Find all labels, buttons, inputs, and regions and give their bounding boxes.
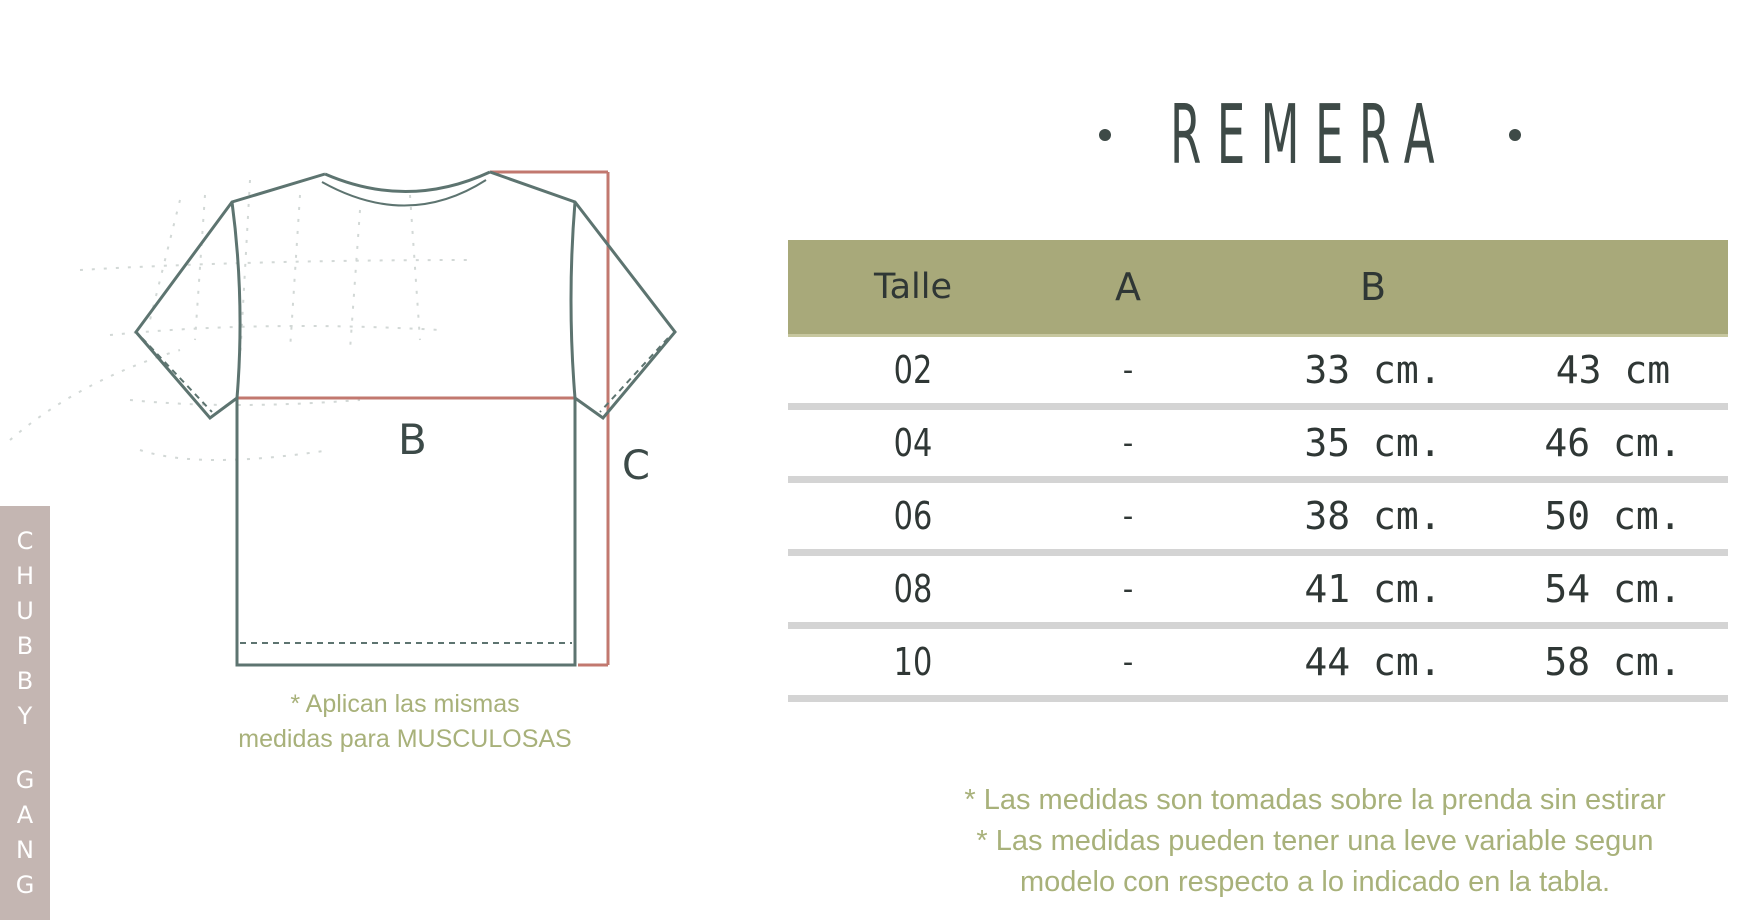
footnote-line: modelo con respecto a lo indicado en la tabla.: [1019, 866, 1611, 898]
header-talle: Talle: [873, 267, 952, 307]
cell-c: 43 cm: [1555, 348, 1671, 392]
table-row: [788, 483, 1728, 556]
measure-label-b: B: [398, 415, 427, 464]
measure-label-c: C: [622, 443, 650, 489]
title-bullet-icon: [1099, 129, 1111, 141]
cell-b: 41 cm.: [1304, 567, 1442, 611]
shirt-note: [200, 687, 610, 757]
cell-c: 54 cm.: [1544, 567, 1682, 611]
cell-talle: 08: [893, 567, 933, 611]
cell-a: -: [1118, 352, 1138, 388]
brand-letter: G: [15, 766, 35, 794]
cell-b: 44 cm.: [1304, 640, 1442, 684]
size-table: [788, 240, 1728, 702]
brand-letter: B: [16, 632, 34, 660]
cell-a: -: [1118, 644, 1138, 680]
cell-a: -: [1118, 498, 1138, 534]
header-c: [1528, 240, 1698, 334]
cell-a: -: [1118, 425, 1138, 461]
footnote-line: * Las medidas pueden tener una leve variable segun: [976, 825, 1654, 857]
cell-talle: 04: [893, 421, 933, 465]
header-b: B: [1359, 265, 1387, 309]
table-header: [788, 240, 1728, 337]
page-title: [1090, 80, 1530, 190]
cell-b: 38 cm.: [1304, 494, 1442, 538]
brand-letter: H: [15, 562, 35, 590]
table-row: [788, 337, 1728, 410]
brand-letter: N: [16, 836, 34, 864]
title-bullet-icon: [1509, 129, 1521, 141]
brand-letter: U: [16, 597, 34, 625]
footnotes: [880, 780, 1745, 903]
table-row: [788, 410, 1728, 483]
cell-talle: 10: [893, 640, 933, 684]
tshirt-diagram: [0, 150, 700, 680]
brand-letter: B: [16, 667, 34, 695]
shirt-note-line: * Aplican las mismas: [290, 690, 520, 718]
cell-c: 50 cm.: [1544, 494, 1682, 538]
cell-a: -: [1118, 571, 1138, 607]
cell-c: 58 cm.: [1544, 640, 1682, 684]
cell-b: 35 cm.: [1304, 421, 1442, 465]
brand-letter: A: [16, 801, 34, 829]
brand-letter: Y: [17, 702, 33, 730]
brand-letter: G: [15, 871, 35, 899]
page-title-text: REMERA: [1169, 87, 1451, 183]
cell-c: 46 cm.: [1544, 421, 1682, 465]
table-row: [788, 556, 1728, 629]
brand-letter: C: [16, 527, 34, 555]
header-a: A: [1115, 265, 1141, 309]
cell-talle: 06: [893, 494, 933, 538]
table-row: [788, 629, 1728, 702]
cell-b: 33 cm.: [1304, 348, 1442, 392]
footnote-line: * Las medidas son tomadas sobre la prenda sin estirar: [964, 784, 1666, 816]
shirt-note-line: medidas para MUSCULOSAS: [238, 725, 572, 753]
cell-talle: 02: [893, 348, 933, 392]
